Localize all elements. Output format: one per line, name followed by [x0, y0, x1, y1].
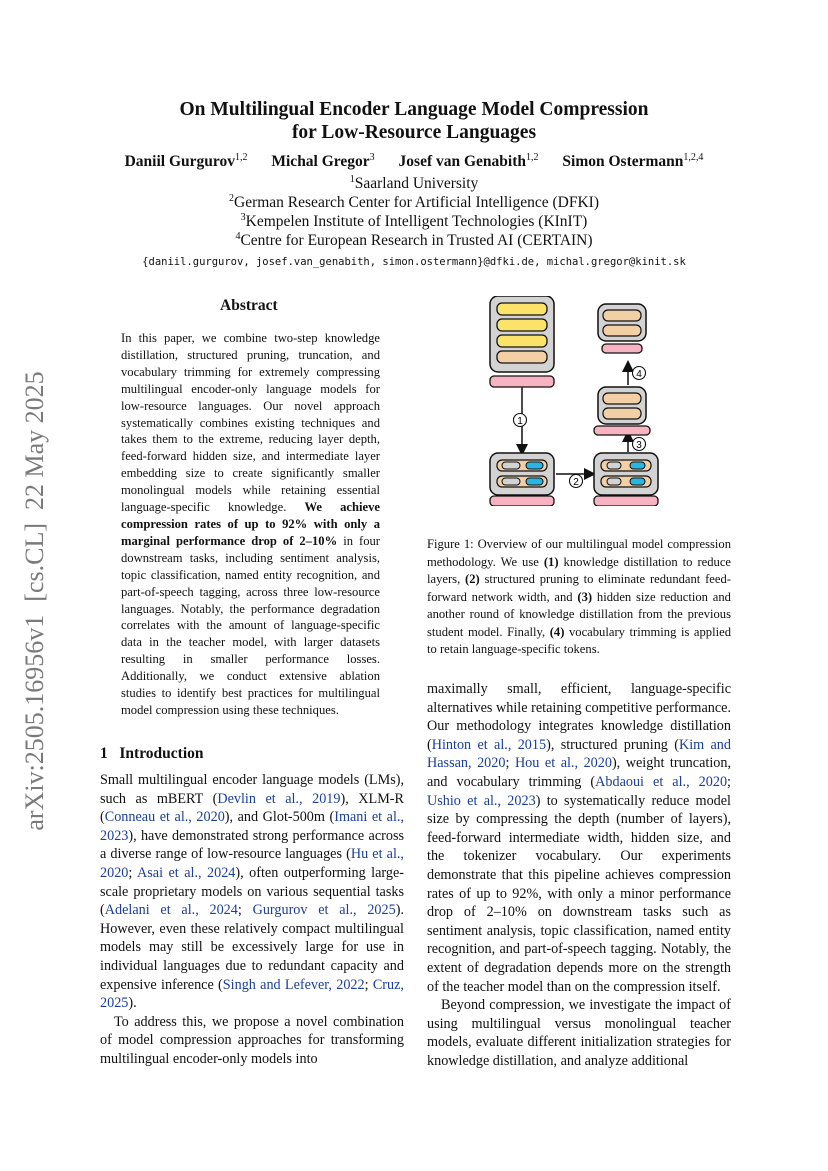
intro-paragraph-4: Beyond compression, we investigate the impact of using multilingual versus monolingual teacher models, evaluate different initialization strategies for knowledge distillation, and analyze additional	[427, 997, 731, 1069]
text-run: ) to systematically reduce model size by compressing the depth (number of layers), feed-forward intermediate width, hidden size, and the tokenizer vocabulary. Our experiments demonstrate that this pipeline achieves compression rates of up to 92%, with only a minor performance drop of 2–10% on downstream tasks such as sentiment analysis, topic classification, named entity recognition, and part-of-speech tagging. Notably, the extent of degradation depends more on the strength of the teacher model than on the compression itself.	[427, 792, 731, 995]
abstract-heading: Abstract	[220, 297, 278, 314]
citation-link[interactable]: Singh and Lefever, 2022	[222, 976, 365, 993]
distilled-student-block	[490, 453, 554, 506]
author: Daniil Gurgurov$^{1,2}$	[124, 152, 248, 171]
affiliation: $^4$Centre for European Research in Trusted AI (CERTAIN)	[235, 231, 593, 250]
figure-1-caption	[427, 536, 731, 659]
affiliation: $^3$Kempelen Institute of Intelligent Technologies (KInIT)	[240, 212, 588, 231]
affiliation: $^1$Saarland University	[349, 174, 479, 193]
reduced-hidden-size-block	[594, 387, 650, 435]
citation-link[interactable]: Hu et al., 2020	[100, 846, 404, 881]
author: Michal Gregor$^3$	[271, 152, 375, 171]
svg-text:3: 3	[636, 440, 642, 451]
intro-paragraph-3	[427, 680, 731, 996]
text-run: ), weight truncation, and vocabulary trimming (	[427, 755, 731, 790]
author-list	[0, 152, 828, 171]
intro-paragraph-1	[100, 771, 404, 1013]
citation-link[interactable]: Imani et al., 2023	[100, 809, 404, 844]
step-4-marker	[633, 367, 646, 381]
text-run: ), structured pruning (	[546, 736, 679, 753]
text-run: vocabulary trimming is applied to retain language-specific tokens.	[427, 624, 731, 656]
text-run: ), often outperforming large-scale proprietary models on various sequential tasks (	[100, 864, 405, 919]
citation-link[interactable]: Gurgurov et al., 2025	[252, 902, 396, 919]
svg-text:2: 2	[573, 477, 579, 488]
citation-link[interactable]: Ushio et al., 2023	[427, 792, 536, 809]
citation-link[interactable]: Cruz, 2025	[100, 976, 404, 1012]
text-run: ;	[505, 755, 515, 772]
affiliation: $^2$German Research Center for Artificial Intelligence (DFKI)	[229, 193, 599, 212]
svg-text:1: 1	[517, 416, 523, 427]
text-run: ;	[237, 902, 253, 919]
text-run: ), have demonstrated strong performance across a diverse range of low-resource languages (	[100, 827, 404, 863]
title-line-2: for Low-Resource Languages	[291, 122, 537, 143]
text-run: ). However, even these relatively compact multilingual models may still be excessively large for use in individual languages due to redundant capacity and expensive inference (	[100, 902, 404, 993]
text-run: ;	[727, 773, 731, 790]
intro-column-left	[100, 771, 404, 1069]
caption-step-label: (2)	[465, 572, 480, 586]
vocabulary-trimmed-block	[598, 304, 646, 353]
teacher-model-block	[490, 296, 554, 387]
author: Josef van Genabith$^{1,2}$	[398, 152, 539, 171]
text-run: hidden size reduction and another round of knowledge distillation from the previous student model. Finally,	[427, 589, 731, 639]
paper-title	[0, 98, 828, 144]
citation-link[interactable]: Conneau et al., 2020	[104, 809, 225, 826]
text-run: maximally small, efficient, language-specific alternatives while retaining competitive performance. Our methodology integrates knowledge distillation (	[427, 681, 731, 753]
citation-link[interactable]: Hou et al., 2020	[514, 755, 612, 772]
pruned-student-block	[594, 453, 658, 506]
step-1-marker	[514, 414, 527, 428]
text-run: ), XLM-R (	[100, 790, 404, 826]
intro-paragraph-2: To address this, we propose a novel combination of model compression approaches for transforming multilingual encoder-only models into	[100, 1013, 404, 1067]
citation-link[interactable]: Abdaoui et al., 2020	[595, 773, 728, 790]
figure-1-compression-diagram	[480, 296, 680, 506]
citation-link[interactable]: Kim and Hassan, 2020	[427, 736, 731, 772]
step-3-marker	[633, 438, 646, 452]
citation-link[interactable]: Adelani et al., 2024	[104, 902, 238, 919]
text-run: ), and Glot-500m (	[224, 809, 335, 826]
citation-link[interactable]: Hinton et al., 2015	[431, 736, 547, 753]
caption-step-label: (1)	[543, 554, 559, 569]
section-heading-introduction: 1 Introduction	[100, 745, 204, 762]
svg-text:4: 4	[636, 369, 642, 380]
caption-step-label: (4)	[549, 624, 565, 639]
text-run: ).	[128, 995, 137, 1012]
text-run: ;	[364, 976, 373, 993]
title-line-1: On Multilingual Encoder Language Model Compression	[179, 99, 649, 120]
text-run: structured pruning to eliminate redundant feed-forward network width, and	[427, 572, 731, 604]
intro-column-right	[427, 680, 731, 1070]
abstract-highlight: We achieve compression rates of up to 92% with only a marginal performance drop of 2–10%	[121, 500, 380, 548]
author: Simon Ostermann$^{1,2,4}$	[562, 152, 704, 171]
text-run: Small multilingual encoder language models (LMs), such as mBERT (	[100, 772, 404, 807]
step-2-marker	[570, 475, 583, 489]
citation-link[interactable]: Asai et al., 2024	[137, 864, 236, 881]
arxiv-stamp[interactable]: arXiv:2505.16956v1 [cs.CL] 22 May 2025	[20, 371, 49, 831]
abstract-body: In this paper, we combine two-step knowledge distillation, structured pruning, truncation, and vocabulary trimming for extremely compressing multilingual encoder-only language models for low-resource languages. Our novel approach systematically combines existing techniques and takes them to the extreme, reducing layer depth, feed-forward hidden size, and intermediate layer embedding size to create significantly smaller monolingual models while retaining essential language-specific knowledge. We achieve compression rates of up to 92% with only a marginal performance drop of 2–10% in four downstream tasks, including sentiment analysis, topic classification, named entity recognition, and part-of-speech tagging, across three low-resource languages. Notably, the performance degradation correlates with the amount of language-specific data in the teacher model, with larger datasets resulting in smaller performance losses. Additionally, we conduct extensive ablation studies to identify best practices for multilingual model compression using these techniques.	[121, 331, 381, 717]
caption-step-label: (3)	[577, 589, 593, 604]
text-run: ;	[128, 864, 138, 881]
text-run: Figure 1: Overview of our multilingual model compression methodology. We use	[427, 537, 731, 569]
citation-link[interactable]: Devlin et al., 2019	[217, 790, 341, 807]
author-emails[interactable]: {daniil.gurgurov, josef.van_genabith, simon.ostermann}@dfki.de, michal.gregor@kinit.sk	[142, 256, 686, 268]
text-run: knowledge distillation to reduce layers,	[427, 554, 732, 586]
